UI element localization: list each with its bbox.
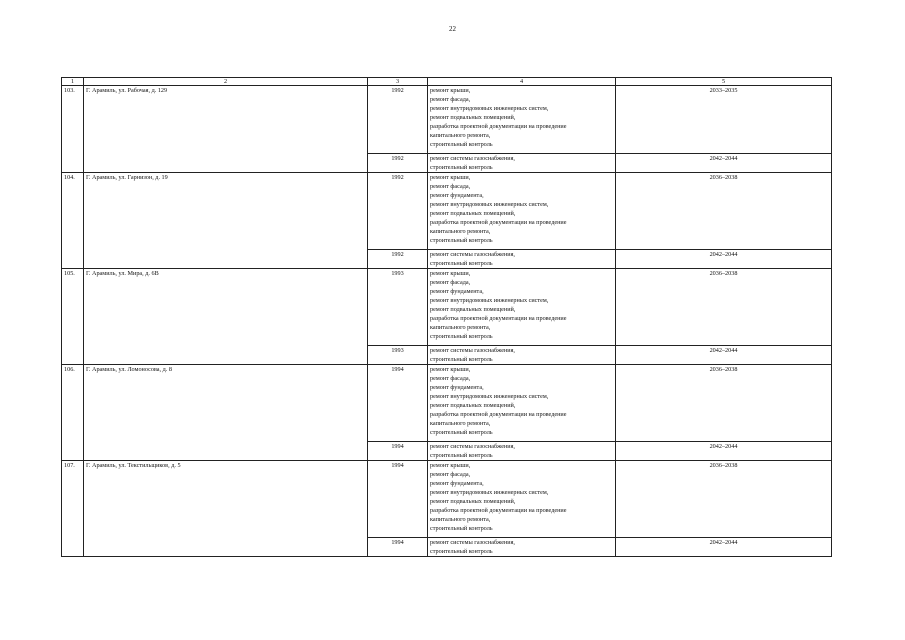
address-cell: Г. Арамиль, ул. Мира, д. 6В <box>84 269 368 365</box>
page-number: 22 <box>449 25 456 33</box>
year-cell: 1994 <box>368 365 428 442</box>
year-cell: 1994 <box>368 538 428 557</box>
work-item: ремонт фасада, <box>430 279 471 286</box>
work-item: ремонт подвальных помещений, <box>430 402 516 409</box>
work-item: строительный контроль <box>430 429 493 436</box>
period-cell: 2042–2044 <box>616 154 832 173</box>
year-cell: 1993 <box>368 269 428 346</box>
table-header-row <box>62 78 832 86</box>
period-cell: 2036–2038 <box>616 173 832 250</box>
work-item: разработка проектной документации на проведение <box>430 315 567 322</box>
year-cell: 1994 <box>368 461 428 538</box>
work-item: ремонт внутридомовых инженерных систем, <box>430 201 549 208</box>
work-item: капитального ремонта, <box>430 228 491 235</box>
period-cell: 2036–2038 <box>616 365 832 442</box>
year-cell: 1992 <box>368 86 428 154</box>
table-row <box>62 365 832 442</box>
work-item: разработка проектной документации на проведение <box>430 411 567 418</box>
works-cell <box>428 154 616 173</box>
work-item: ремонт подвальных помещений, <box>430 114 516 121</box>
address-cell: Г. Арамиль, ул. Ломоносова, д. 8 <box>84 365 368 461</box>
works-cell <box>428 365 616 442</box>
year-cell: 1992 <box>368 173 428 250</box>
works-cell <box>428 538 616 557</box>
row-number: 103. <box>62 86 84 173</box>
table-row <box>62 86 832 154</box>
period-cell: 2036–2038 <box>616 269 832 346</box>
work-item: ремонт системы газоснабжения, <box>430 443 515 450</box>
work-item: ремонт подвальных помещений, <box>430 210 516 217</box>
work-item: ремонт фундамента, <box>430 384 484 391</box>
work-item: ремонт фундамента, <box>430 288 484 295</box>
work-item: строительный контроль <box>430 333 493 340</box>
period-cell: 2033–2035 <box>616 86 832 154</box>
works-cell <box>428 86 616 154</box>
work-item: ремонт фасада, <box>430 183 471 190</box>
table-row <box>62 461 832 538</box>
header-cell: 4 <box>428 78 616 86</box>
year-cell: 1992 <box>368 154 428 173</box>
work-item: капитального ремонта, <box>430 324 491 331</box>
work-item: строительный контроль <box>430 164 493 171</box>
period-cell: 2036–2038 <box>616 461 832 538</box>
work-item: капитального ремонта, <box>430 516 491 523</box>
table-row <box>62 173 832 250</box>
work-item: ремонт системы газоснабжения, <box>430 347 515 354</box>
works-cell <box>428 442 616 461</box>
work-item: капитального ремонта, <box>430 420 491 427</box>
work-item: ремонт крыши, <box>430 270 471 277</box>
work-item: ремонт фундамента, <box>430 192 484 199</box>
work-item: строительный контроль <box>430 237 493 244</box>
period-cell: 2042–2044 <box>616 250 832 269</box>
table-row <box>62 269 832 346</box>
work-item: ремонт крыши, <box>430 462 471 469</box>
row-number: 107. <box>62 461 84 557</box>
works-cell <box>428 346 616 365</box>
period-cell: 2042–2044 <box>616 442 832 461</box>
works-cell <box>428 269 616 346</box>
row-number: 104. <box>62 173 84 269</box>
work-item: капитального ремонта, <box>430 132 491 139</box>
work-item: ремонт системы газоснабжения, <box>430 539 515 546</box>
work-item: ремонт системы газоснабжения, <box>430 251 515 258</box>
work-item: ремонт фасада, <box>430 471 471 478</box>
work-item: разработка проектной документации на проведение <box>430 507 567 514</box>
work-item: строительный контроль <box>430 452 493 459</box>
work-item: ремонт внутридомовых инженерных систем, <box>430 297 549 304</box>
works-cell <box>428 461 616 538</box>
row-number: 105. <box>62 269 84 365</box>
header-cell: 1 <box>62 78 84 86</box>
address-cell: Г. Арамиль, ул. Текстильщиков, д. 5 <box>84 461 368 557</box>
work-item: ремонт внутридомовых инженерных систем, <box>430 105 549 112</box>
works-cell <box>428 173 616 250</box>
work-item: строительный контроль <box>430 260 493 267</box>
work-item: ремонт фасада, <box>430 96 471 103</box>
work-item: ремонт подвальных помещений, <box>430 306 516 313</box>
work-item: ремонт внутридомовых инженерных систем, <box>430 489 549 496</box>
work-item: ремонт системы газоснабжения, <box>430 155 515 162</box>
work-item: ремонт фундамента, <box>430 480 484 487</box>
work-item: ремонт крыши, <box>430 366 471 373</box>
work-item: ремонт фасада, <box>430 375 471 382</box>
work-item: разработка проектной документации на проведение <box>430 123 567 130</box>
row-number: 106. <box>62 365 84 461</box>
work-item: строительный контроль <box>430 356 493 363</box>
address-cell: Г. Арамиль, ул. Рабочая, д. 129 <box>84 86 368 173</box>
work-item: строительный контроль <box>430 525 493 532</box>
year-cell: 1994 <box>368 442 428 461</box>
works-cell <box>428 250 616 269</box>
year-cell: 1993 <box>368 346 428 365</box>
year-cell: 1992 <box>368 250 428 269</box>
work-item: ремонт крыши, <box>430 174 471 181</box>
header-cell: 2 <box>84 78 368 86</box>
work-item: строительный контроль <box>430 548 493 555</box>
work-item: ремонт крыши, <box>430 87 471 94</box>
work-item: ремонт подвальных помещений, <box>430 498 516 505</box>
work-item: ремонт внутридомовых инженерных систем, <box>430 393 549 400</box>
header-cell: 5 <box>616 78 832 86</box>
header-cell: 3 <box>368 78 428 86</box>
period-cell: 2042–2044 <box>616 346 832 365</box>
work-item: разработка проектной документации на проведение <box>430 219 567 226</box>
work-item: строительный контроль <box>430 141 493 148</box>
address-cell: Г. Арамиль, ул. Гарнизон, д. 19 <box>84 173 368 269</box>
repair-schedule-table <box>61 77 832 557</box>
period-cell: 2042–2044 <box>616 538 832 557</box>
